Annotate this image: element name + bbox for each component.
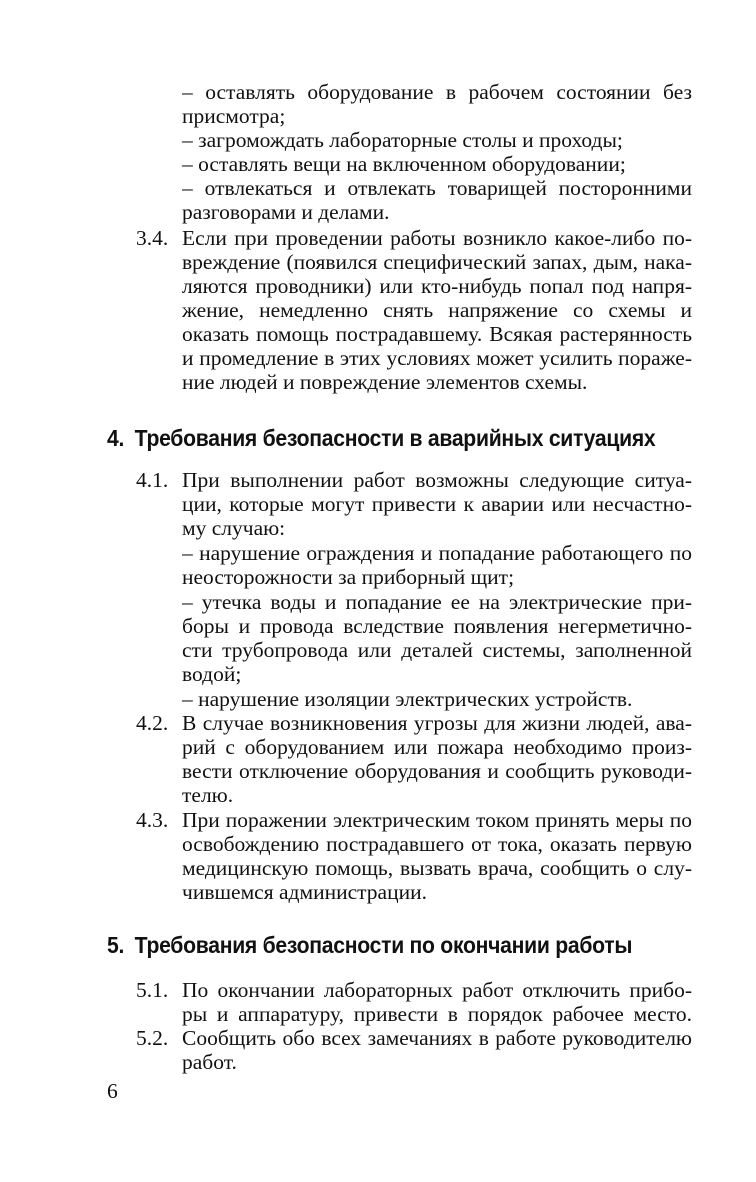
item-number: 4.2. [136, 711, 169, 735]
text-line: медицинскую помощь, вызвать врача, сообщить о слу- [182, 856, 692, 880]
item-number: 4.1. [136, 468, 169, 492]
section-heading-4 [107, 424, 655, 452]
text-line: рий с оборудованием или пожара необходимо произ- [182, 735, 692, 759]
text-line: вреждение (появился специфический запах, дым, нака- [182, 250, 692, 274]
text-line: ры и аппаратуру, привести в порядок рабочее место. [182, 1002, 692, 1026]
text-line: ние людей и повреждение элементов схемы. [182, 370, 588, 394]
text-line: По окончании лабораторных работ отключить прибо- [182, 978, 692, 1002]
text-line: – нарушение изоляции электрических устройств. [182, 687, 633, 711]
text-line: боры и провода вследствие появления негерметично- [182, 614, 692, 638]
text-line: му случаю: [182, 516, 286, 540]
text-line: При выполнении работ возможны следующие ситуа- [182, 468, 692, 492]
text-line: жение, немедленно снять напряжение со схемы и [182, 298, 692, 322]
section-heading-5 [107, 931, 632, 959]
text-line: водой; [182, 662, 242, 686]
text-line: Если при проведении работы возникло какое-либо по- [182, 226, 692, 250]
text-line: – загромождать лабораторные столы и проходы; [182, 128, 623, 152]
section-title: Требования безопасности в аварийных ситуациях [134, 425, 656, 451]
text-line: – оставлять вещи на включенном оборудовании; [182, 152, 626, 176]
text-line: освобождению пострадавшего от тока, оказать первую [182, 832, 692, 856]
text-line: телю. [182, 783, 234, 807]
section-title: Требования безопасности по окончании работы [134, 932, 633, 958]
text-line: сти трубопровода или деталей системы, заполненной [182, 638, 692, 662]
item-number: 3.4. [136, 226, 169, 250]
text-line: – нарушение ограждения и попадание работающего по [182, 541, 692, 565]
section-number: 5. [107, 932, 125, 958]
text-line: – отвлекаться и отвлекать товарищей посторонними [182, 176, 692, 200]
text-line: ляются проводники) или кто-нибудь попал под напря- [182, 274, 692, 298]
text-line: работ. [182, 1050, 237, 1074]
item-number: 5.2. [136, 1026, 169, 1050]
text-line: – оставлять оборудование в рабочем состоянии без [182, 80, 692, 104]
text-line: чившемся администрации. [182, 880, 427, 904]
text-line: Сообщить обо всех замечаниях в работе руководителю [182, 1026, 692, 1050]
text-line: вести отключение оборудования и сообщить руководи- [182, 759, 692, 783]
text-line: присмотра; [182, 104, 286, 128]
text-line: При поражении электрическим током принять меры по [182, 808, 692, 832]
section-number: 4. [107, 425, 125, 451]
text-line: ции, которые могут привести к аварии или несчастно- [182, 492, 692, 516]
text-line: В случае возникновения угрозы для жизни людей, ава- [182, 711, 692, 735]
text-line: оказать помощь пострадавшему. Всякая растерянность [182, 322, 692, 346]
text-line: – утечка воды и попадание ее на электрические при- [182, 590, 692, 614]
page-number: 6 [107, 1079, 118, 1103]
text-line: и промедление в этих условиях может усилить пораже- [182, 346, 692, 370]
text-line: разговорами и делами. [182, 200, 390, 224]
item-number: 4.3. [136, 808, 169, 832]
text-line: неосторожности за приборный щит; [182, 565, 515, 589]
item-number: 5.1. [136, 978, 169, 1002]
